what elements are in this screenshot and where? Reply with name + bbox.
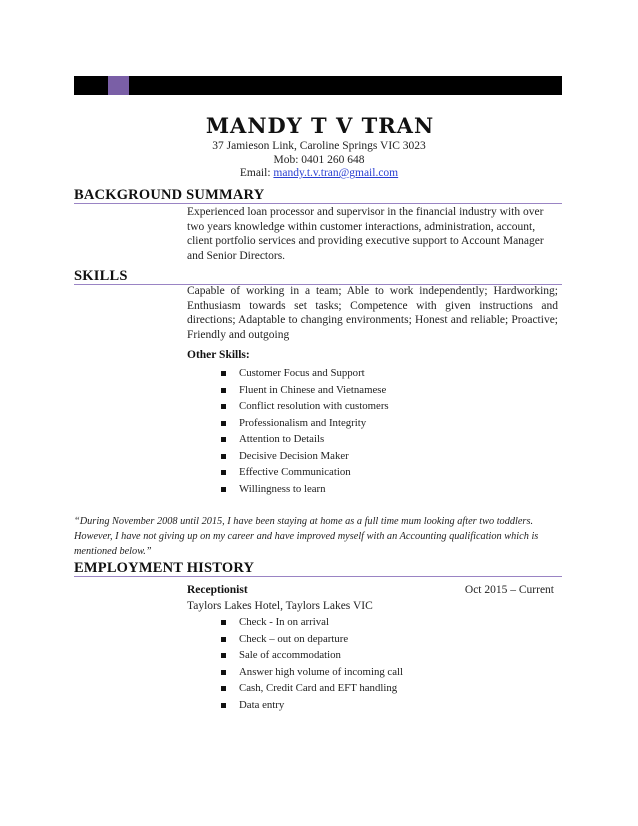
bullet-square-icon xyxy=(221,620,226,625)
email-label: Email: xyxy=(239,167,274,179)
list-item xyxy=(221,481,389,498)
list-item xyxy=(221,431,389,448)
job-title: Receptionist xyxy=(187,584,248,596)
list-item xyxy=(221,664,403,681)
list-item-text: Cash, Credit Card and EFT handling xyxy=(239,682,398,694)
job-dates: Oct 2015 – Current xyxy=(464,584,554,596)
bullet-square-icon xyxy=(221,487,226,492)
list-item-text: Attention to Details xyxy=(239,433,325,445)
mobile-line: Mob: 0401 260 648 xyxy=(273,153,365,166)
list-item xyxy=(221,464,389,481)
job-duties-list xyxy=(221,614,403,713)
bullet-square-icon xyxy=(221,388,226,393)
skills-text: Capable of working in a team; Able to work independently; Hardworking; Enthusiasm towards set tasks; Competence with given instructions and directions; Adaptable to changing environments; Honest and reliable; Proactive; Friendly and outgoing xyxy=(187,285,558,341)
employment-divider xyxy=(74,576,562,577)
list-item-text: Check – out on departure xyxy=(239,632,349,645)
other-skills-heading: Other Skills: xyxy=(187,349,250,361)
list-item xyxy=(221,448,389,465)
list-item-text: Willingness to learn xyxy=(239,482,326,495)
list-item xyxy=(221,697,403,714)
address-line: 37 Jamieson Link, Caroline Springs VIC 3023 xyxy=(212,140,426,152)
list-item xyxy=(221,365,389,382)
email-line xyxy=(0,167,638,181)
bullet-square-icon xyxy=(221,637,226,642)
bullet-square-icon xyxy=(221,404,226,409)
bullet-square-icon xyxy=(221,703,226,708)
header-accent-block xyxy=(108,76,129,95)
list-item-text: Fluent in Chinese and Vietnamese xyxy=(239,383,387,396)
bullet-square-icon xyxy=(221,454,226,459)
bullet-square-icon xyxy=(221,421,226,426)
background-summary-text: Experienced loan processor and supervisor in the financial industry with over two years knowledge within customer interactions, administration, account, client portfolio services and providing executive support to Account Manager and Senior Directors. xyxy=(187,206,544,262)
list-item-text: Conflict resolution with customers xyxy=(239,400,389,412)
list-item xyxy=(221,614,403,631)
list-item-text: Sale of accommodation xyxy=(239,649,341,661)
background-summary-heading: BACKGROUND SUMMARY xyxy=(74,187,265,203)
other-skills-list xyxy=(221,365,389,497)
header-decor-bar xyxy=(74,76,562,95)
list-item xyxy=(221,680,403,697)
list-item xyxy=(221,398,389,415)
bullet-square-icon xyxy=(221,686,226,691)
list-item-text: Answer high volume of incoming call xyxy=(239,665,404,678)
candidate-name: MANDY T V TRAN xyxy=(205,113,435,138)
list-item-text: Professionalism and Integrity xyxy=(239,416,367,429)
email-link[interactable]: mandy.t.v.tran@gmail.com xyxy=(273,167,399,179)
resume-header xyxy=(0,114,638,181)
employment-history-heading: EMPLOYMENT HISTORY xyxy=(74,560,255,576)
list-item-text: Customer Focus and Support xyxy=(239,367,365,379)
list-item xyxy=(221,647,403,664)
list-item-text: Check - In on arrival xyxy=(239,616,329,628)
list-item xyxy=(221,415,389,432)
bullet-square-icon xyxy=(221,670,226,675)
bullet-square-icon xyxy=(221,437,226,442)
list-item-text: Effective Communication xyxy=(239,466,351,478)
list-item xyxy=(221,382,389,399)
list-item-text: Decisive Decision Maker xyxy=(239,449,349,462)
background-divider xyxy=(74,203,562,204)
bullet-square-icon xyxy=(221,470,226,475)
bullet-square-icon xyxy=(221,371,226,376)
skills-heading: SKILLS xyxy=(74,268,128,284)
list-item xyxy=(221,631,403,648)
job-company: Taylors Lakes Hotel, Taylors Lakes VIC xyxy=(187,600,373,612)
list-item-text: Data entry xyxy=(239,698,285,711)
bullet-square-icon xyxy=(221,653,226,658)
career-gap-statement: “During November 2008 until 2015, I have been staying at home as a full time mum looking after two toddlers. However, I have not giving up on my career and have improved myself with an Accounting qualification which is mentioned below.” xyxy=(74,516,539,557)
